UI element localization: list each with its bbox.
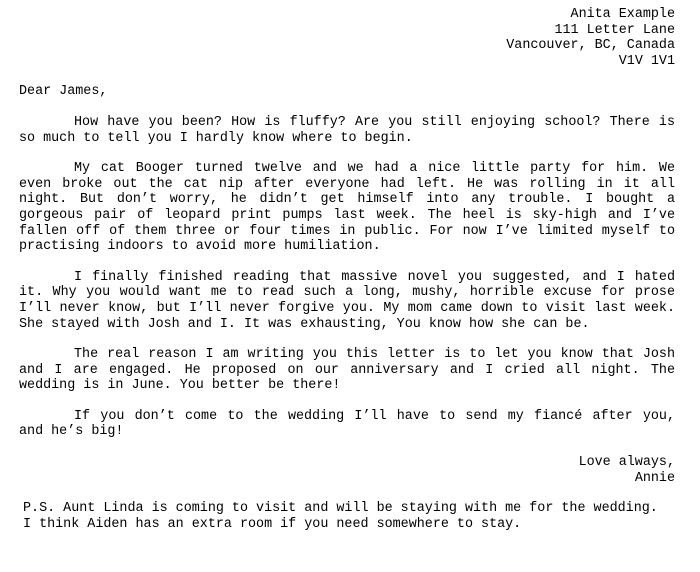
letter bbox=[19, 7, 675, 532]
paragraph-cat-and-shoes: My cat Booger turned twelve and we had a nice little party for him. We even broke out the cat nip after everyone had left. He was rolling in it all night. But don’t worry, he didn’t get himself into any trouble. I bought a gorgeous pair of leopard print pumps last week. The heel is sky-high and I’ve fallen off of them three or four times in public. For now I’ve limited myself to practising indoors to avoid more humiliation. bbox=[19, 161, 675, 255]
signature: Annie bbox=[634, 470, 675, 486]
postscript-line-2: I think Aiden has an extra room if you need somewhere to stay. bbox=[23, 516, 522, 532]
paragraph-greeting-questions: How have you been? How is fluffy? Are you still enjoying school? There is so much to tell you I hardly know where to begin. bbox=[19, 114, 675, 146]
sender-address bbox=[19, 7, 675, 69]
closing bbox=[19, 455, 675, 486]
paragraph-novel-and-mom: I finally finished reading that massive novel you suggested, and I hated it. Why you would want me to read such a long, mushy, horrible excuse for prose I’ll never know, but I’ll never forgive you. My mom came down to visit last week. She stayed with Josh and I. It was exhausting, You know how she can be. bbox=[19, 269, 675, 332]
postscript bbox=[19, 501, 675, 532]
closing-phrase: Love always, bbox=[578, 455, 675, 471]
paragraph-wedding-warning: If you don’t come to the wedding I’ll have to send my fiancé after you, and he’s big! bbox=[19, 408, 675, 440]
sender-postal-code: V1V 1V1 bbox=[618, 53, 675, 69]
paragraph-engagement: The real reason I am writing you this letter is to let you know that Josh and I are engaged. He proposed on our anniversary and I cried all night. The wedding is in June. You better be there! bbox=[19, 347, 675, 394]
sender-street: 111 Letter Lane bbox=[554, 22, 675, 38]
postscript-line-1: P.S. Aunt Linda is coming to visit and will be staying with me for the wedding. bbox=[23, 501, 658, 517]
sender-city: Vancouver, BC, Canada bbox=[506, 38, 675, 54]
salutation: Dear James, bbox=[19, 84, 108, 100]
sender-name: Anita Example bbox=[570, 7, 675, 22]
